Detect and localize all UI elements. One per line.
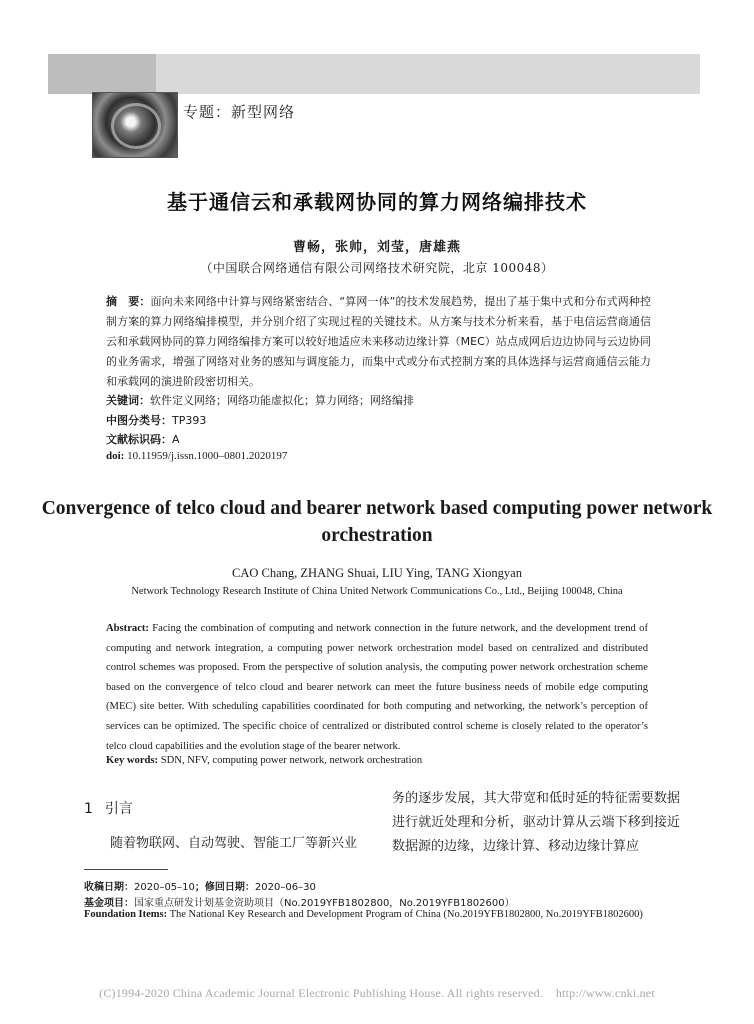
article-title-cn: 基于通信云和承载网协同的算力网络编排技术 — [167, 190, 587, 214]
footnote-fund-en — [84, 909, 643, 920]
fund-en-label: Foundation Items: — [84, 909, 168, 920]
footnote-dates — [84, 878, 316, 893]
abstract-en-label: Abstract: — [106, 623, 149, 634]
revised-date: 2020–06–30 — [254, 882, 316, 893]
affiliation-en: Network Technology Research Institute of China United Network Communications Co., Ltd., Beijing 100048, China — [131, 586, 623, 597]
keywords-cn-label: 关键词： — [106, 394, 150, 407]
doi-label: doi: — [106, 450, 125, 462]
doc-code-value: A — [172, 433, 180, 446]
clc-label: 中图分类号： — [106, 414, 172, 427]
affiliation-cn: （中国联合网络通信有限公司网络技术研究院，北京 100048） — [200, 261, 554, 275]
column-label: 专题：新型网络 — [183, 103, 296, 121]
fund-cn-label: 基金项目： — [84, 898, 134, 909]
abstract-en-text: Facing the combination of computing and network connection in the future network, and the development trend of computing and network integration, a computing power network orchestration model based on centralized and distributed control schemes was proposed. From the perspective of solution analysis, the computing power network orchestration scheme based on the convergence of telco cloud and bearer network can meet the future business needs of mobile edge computing (MEC) site better. With scheduling capabilities coordinated for both computing and networking, the network’s perception of services can be optimized. The specific choice of centralized or distributed control scheme is closely related to the operator’s telco cloud capabilities and the evolution stage of the bearer network. — [106, 623, 648, 752]
doi — [106, 450, 287, 462]
abstract-en — [106, 619, 648, 756]
fund-en-text: The National Key Research and Development Program of China (No.2019YFB1802800, No.2019YFB1802600) — [169, 909, 643, 920]
document-code — [106, 431, 180, 447]
abstract-cn-label: 摘 要： — [106, 295, 151, 308]
authors-en: CAO Chang, ZHANG Shuai, LIU Ying, TANG Xiongyan — [232, 566, 522, 580]
fund-cn-text: 国家重点研发计划基金资助项目（No.2019YFB1802800，No.2019YFB1802600） — [134, 898, 515, 909]
keywords-cn-text: 软件定义网络；网络功能虚拟化；算力网络；网络编排 — [150, 394, 414, 407]
section-number: 1 — [84, 801, 93, 817]
footnote-divider — [84, 869, 168, 870]
keywords-en-text: SDN, NFV, computing power network, network orchestration — [160, 755, 423, 766]
body-left-column: 随着物联网、自动驾驶、智能工厂等新兴业 — [110, 836, 358, 851]
keywords-en-label: Key words: — [106, 755, 159, 766]
keywords-cn — [106, 392, 414, 408]
body-right-column: 务的逐步发展，其大带宽和低时延的特征需要数据进行就近处理和分析，驱动计算从云端下移到接近数据源的边缘，边缘计算、移动边缘计算应 — [392, 791, 680, 854]
column-logo-image — [92, 92, 178, 158]
revised-label: ；修回日期： — [194, 882, 255, 893]
abstract-cn — [106, 292, 651, 392]
header-accent-block — [48, 54, 156, 94]
clc-number — [106, 412, 206, 428]
doi-value: 10.11959/j.issn.1000–0801.2020197 — [127, 450, 288, 462]
doc-code-label: 文献标识码： — [106, 433, 172, 446]
received-label: 收稿日期： — [84, 882, 134, 893]
clc-value: TP393 — [172, 414, 207, 427]
copyright-notice: (C)1994-2020 China Academic Journal Electronic Publishing House. All rights reserved. http://www.cnki.net — [99, 986, 655, 1000]
article-title-en: Convergence of telco cloud and bearer network based computing power network orchestration — [41, 498, 713, 546]
section-title: 引言 — [104, 801, 133, 817]
abstract-cn-text: 面向未来网络中计算与网络紧密结合、“算网一体”的技术发展趋势，提出了基于集中式和分布式两种控制方案的算力网络编排模型，并分别介绍了实现过程的关键技术。从方案与技术分析来看，基于电信运营商通信云和承载网协同的算力网络编排方案可以较好地适应未来移动边缘计算（MEC）站点成网后边边协同与云边协同的业务需求，增强了网络对业务的感知与调度能力，而集中式或分布式控制方案的具体选择与运营商通信云能力和承载网的演进阶段密切相关。 — [106, 295, 651, 388]
received-date: 2020–05–10 — [134, 882, 195, 893]
section-heading — [84, 798, 133, 818]
keywords-en — [106, 755, 422, 766]
authors-cn: 曹畅，张帅，刘莹，唐雄燕 — [292, 240, 461, 255]
footnote-fund-cn — [84, 894, 515, 909]
